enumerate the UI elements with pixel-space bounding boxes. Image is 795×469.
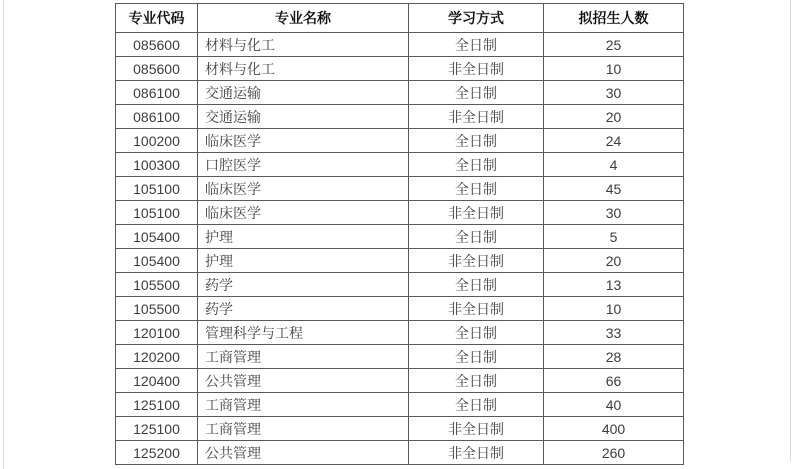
table-row — [116, 417, 684, 441]
table-cell: 45 — [544, 177, 684, 201]
table-row — [116, 369, 684, 393]
table-cell: 125200 — [116, 441, 198, 465]
table-row — [116, 57, 684, 81]
table-row — [116, 273, 684, 297]
table-cell: 105400 — [116, 225, 198, 249]
table-row — [116, 129, 684, 153]
table-cell: 125100 — [116, 417, 198, 441]
table-cell: 交通运输 — [198, 81, 409, 105]
table-cell: 管理科学与工程 — [198, 321, 409, 345]
table-cell: 非全日制 — [409, 201, 544, 225]
table-cell: 全日制 — [409, 33, 544, 57]
table-cell: 全日制 — [409, 321, 544, 345]
table-cell: 全日制 — [409, 345, 544, 369]
table-row — [116, 441, 684, 465]
enrollment-table — [115, 3, 684, 465]
table-header — [116, 4, 684, 33]
table-cell: 13 — [544, 273, 684, 297]
column-header: 专业代码 — [116, 4, 198, 33]
table-cell: 5 — [544, 225, 684, 249]
table-row — [116, 321, 684, 345]
table-cell: 120400 — [116, 369, 198, 393]
table-cell: 40 — [544, 393, 684, 417]
table-row — [116, 201, 684, 225]
table-cell: 药学 — [198, 273, 409, 297]
table-cell: 药学 — [198, 297, 409, 321]
table-cell: 非全日制 — [409, 297, 544, 321]
table-cell: 材料与化工 — [198, 57, 409, 81]
table-cell: 25 — [544, 33, 684, 57]
table-cell: 护理 — [198, 249, 409, 273]
table-cell: 086100 — [116, 105, 198, 129]
table-cell: 非全日制 — [409, 441, 544, 465]
table-cell: 临床医学 — [198, 177, 409, 201]
table-cell: 085600 — [116, 57, 198, 81]
table-cell: 全日制 — [409, 225, 544, 249]
column-header: 拟招生人数 — [544, 4, 684, 33]
column-header: 专业名称 — [198, 4, 409, 33]
table-cell: 120100 — [116, 321, 198, 345]
table-cell: 10 — [544, 57, 684, 81]
table-cell: 非全日制 — [409, 417, 544, 441]
table-row — [116, 105, 684, 129]
table-cell: 10 — [544, 297, 684, 321]
table-cell: 工商管理 — [198, 417, 409, 441]
table-cell: 105500 — [116, 273, 198, 297]
table-row — [116, 249, 684, 273]
table-cell: 66 — [544, 369, 684, 393]
table-row — [116, 81, 684, 105]
table-cell: 公共管理 — [198, 441, 409, 465]
table-body — [116, 33, 684, 465]
table-row — [116, 153, 684, 177]
table-cell: 非全日制 — [409, 57, 544, 81]
table-cell: 20 — [544, 105, 684, 129]
table-cell: 交通运输 — [198, 105, 409, 129]
table-cell: 全日制 — [409, 153, 544, 177]
page-edge-left — [3, 0, 4, 469]
table-cell: 30 — [544, 201, 684, 225]
table-cell: 公共管理 — [198, 369, 409, 393]
table-cell: 28 — [544, 345, 684, 369]
table-cell: 全日制 — [409, 393, 544, 417]
table-cell: 120200 — [116, 345, 198, 369]
table-cell: 全日制 — [409, 369, 544, 393]
table-cell: 125100 — [116, 393, 198, 417]
table-cell: 4 — [544, 153, 684, 177]
table-cell: 材料与化工 — [198, 33, 409, 57]
table-cell: 全日制 — [409, 81, 544, 105]
table-cell: 非全日制 — [409, 249, 544, 273]
table-row — [116, 393, 684, 417]
table-cell: 临床医学 — [198, 129, 409, 153]
table-cell: 100300 — [116, 153, 198, 177]
column-header: 学习方式 — [409, 4, 544, 33]
table-cell: 20 — [544, 249, 684, 273]
table-cell: 105100 — [116, 177, 198, 201]
table-cell: 105100 — [116, 201, 198, 225]
table-cell: 260 — [544, 441, 684, 465]
table-row — [116, 225, 684, 249]
table-cell: 全日制 — [409, 177, 544, 201]
table-cell: 33 — [544, 321, 684, 345]
table-cell: 086100 — [116, 81, 198, 105]
table-cell: 护理 — [198, 225, 409, 249]
table-header-row — [116, 4, 684, 33]
table-row — [116, 345, 684, 369]
table-cell: 全日制 — [409, 273, 544, 297]
table-row — [116, 177, 684, 201]
table-cell: 400 — [544, 417, 684, 441]
table-cell: 临床医学 — [198, 201, 409, 225]
table-cell: 工商管理 — [198, 393, 409, 417]
table-cell: 105500 — [116, 297, 198, 321]
table-cell: 非全日制 — [409, 105, 544, 129]
table-cell: 口腔医学 — [198, 153, 409, 177]
table-cell: 085600 — [116, 33, 198, 57]
table-row — [116, 33, 684, 57]
table-row — [116, 297, 684, 321]
table-cell: 100200 — [116, 129, 198, 153]
table-cell: 24 — [544, 129, 684, 153]
page-edge-right — [790, 0, 791, 461]
table-cell: 全日制 — [409, 129, 544, 153]
table-cell: 30 — [544, 81, 684, 105]
table-cell: 工商管理 — [198, 345, 409, 369]
table-cell: 105400 — [116, 249, 198, 273]
